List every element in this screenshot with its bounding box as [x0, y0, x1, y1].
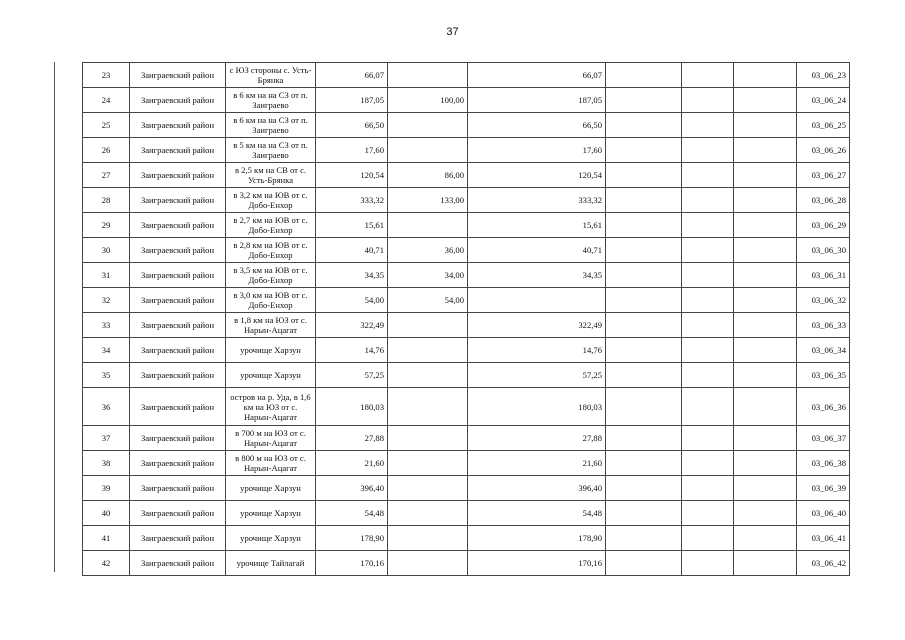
district-cell: Заиграевский район: [130, 313, 226, 338]
empty-cell: [606, 313, 682, 338]
empty-cell: [682, 363, 734, 388]
empty-cell: [682, 88, 734, 113]
empty-cell: [606, 551, 682, 576]
table-row: [83, 388, 850, 426]
location-cell: урочище Харзун: [226, 526, 316, 551]
row-number: 27: [83, 163, 130, 188]
table-row: [83, 238, 850, 263]
empty-cell: [734, 288, 797, 313]
empty-cell: [734, 451, 797, 476]
row-number: 32: [83, 288, 130, 313]
empty-cell: [734, 426, 797, 451]
row-number: 42: [83, 551, 130, 576]
area-cell: 27,88: [316, 426, 388, 451]
area-cell: 322,49: [316, 313, 388, 338]
row-number: 24: [83, 88, 130, 113]
table-row: [83, 288, 850, 313]
table-row: [83, 313, 850, 338]
margin-line: [54, 62, 55, 572]
empty-cell: [682, 188, 734, 213]
area-cell: 54,00: [316, 288, 388, 313]
value3-cell: 322,49: [468, 313, 606, 338]
empty-cell: [734, 113, 797, 138]
district-cell: Заиграевский район: [130, 288, 226, 313]
district-cell: Заиграевский район: [130, 426, 226, 451]
empty-cell: [606, 88, 682, 113]
value3-cell: [468, 288, 606, 313]
row-number: 31: [83, 263, 130, 288]
area-cell: 396,40: [316, 476, 388, 501]
row-number: 37: [83, 426, 130, 451]
value2-cell: [388, 551, 468, 576]
value2-cell: [388, 476, 468, 501]
value2-cell: [388, 113, 468, 138]
table-row: [83, 188, 850, 213]
data-table: [82, 62, 850, 576]
table-row: [83, 63, 850, 88]
location-cell: урочище Харзун: [226, 363, 316, 388]
empty-cell: [734, 338, 797, 363]
empty-cell: [606, 138, 682, 163]
district-cell: Заиграевский район: [130, 501, 226, 526]
value2-cell: 34,00: [388, 263, 468, 288]
code-cell: 03_06_23: [797, 63, 850, 88]
code-cell: 03_06_26: [797, 138, 850, 163]
code-cell: 03_06_36: [797, 388, 850, 426]
value3-cell: 187,05: [468, 88, 606, 113]
empty-cell: [682, 138, 734, 163]
value3-cell: 66,07: [468, 63, 606, 88]
district-cell: Заиграевский район: [130, 163, 226, 188]
district-cell: Заиграевский район: [130, 451, 226, 476]
value2-cell: [388, 426, 468, 451]
area-cell: 333,32: [316, 188, 388, 213]
area-cell: 54,48: [316, 501, 388, 526]
table-body: [83, 63, 850, 576]
table-row: [83, 526, 850, 551]
empty-cell: [606, 113, 682, 138]
location-cell: с ЮЗ стороны с. Усть-Брянка: [226, 63, 316, 88]
value2-cell: 36,00: [388, 238, 468, 263]
empty-cell: [606, 238, 682, 263]
area-cell: 15,61: [316, 213, 388, 238]
empty-cell: [682, 426, 734, 451]
area-cell: 178,90: [316, 526, 388, 551]
value3-cell: 14,76: [468, 338, 606, 363]
empty-cell: [682, 526, 734, 551]
table-row: [83, 338, 850, 363]
value3-cell: 396,40: [468, 476, 606, 501]
value3-cell: 17,60: [468, 138, 606, 163]
location-cell: урочище Тайлагай: [226, 551, 316, 576]
empty-cell: [606, 526, 682, 551]
value2-cell: [388, 213, 468, 238]
table-row: [83, 476, 850, 501]
row-number: 25: [83, 113, 130, 138]
empty-cell: [734, 138, 797, 163]
empty-cell: [606, 288, 682, 313]
empty-cell: [682, 213, 734, 238]
empty-cell: [682, 451, 734, 476]
district-cell: Заиграевский район: [130, 113, 226, 138]
empty-cell: [682, 501, 734, 526]
row-number: 36: [83, 388, 130, 426]
code-cell: 03_06_30: [797, 238, 850, 263]
empty-cell: [734, 476, 797, 501]
value2-cell: [388, 313, 468, 338]
empty-cell: [682, 476, 734, 501]
location-cell: в 5 км на на СЗ от п. Заиграево: [226, 138, 316, 163]
empty-cell: [734, 501, 797, 526]
empty-cell: [682, 313, 734, 338]
code-cell: 03_06_40: [797, 501, 850, 526]
area-cell: 170,16: [316, 551, 388, 576]
code-cell: 03_06_39: [797, 476, 850, 501]
district-cell: Заиграевский район: [130, 188, 226, 213]
area-cell: 187,05: [316, 88, 388, 113]
location-cell: в 6 км на на СЗ от п. Заиграево: [226, 113, 316, 138]
empty-cell: [734, 551, 797, 576]
value3-cell: 66,50: [468, 113, 606, 138]
area-cell: 17,60: [316, 138, 388, 163]
code-cell: 03_06_31: [797, 263, 850, 288]
area-cell: 66,07: [316, 63, 388, 88]
table-row: [83, 451, 850, 476]
empty-cell: [734, 213, 797, 238]
code-cell: 03_06_42: [797, 551, 850, 576]
empty-cell: [606, 388, 682, 426]
district-cell: Заиграевский район: [130, 88, 226, 113]
table-row: [83, 426, 850, 451]
empty-cell: [682, 163, 734, 188]
value3-cell: 333,32: [468, 188, 606, 213]
value2-cell: [388, 138, 468, 163]
empty-cell: [682, 263, 734, 288]
value3-cell: 57,25: [468, 363, 606, 388]
table-row: [83, 88, 850, 113]
empty-cell: [734, 88, 797, 113]
area-cell: 180,03: [316, 388, 388, 426]
area-cell: 34,35: [316, 263, 388, 288]
location-cell: в 3,5 км на ЮВ от с. Добо-Енхор: [226, 263, 316, 288]
value2-cell: 86,00: [388, 163, 468, 188]
code-cell: 03_06_33: [797, 313, 850, 338]
value2-cell: 54,00: [388, 288, 468, 313]
row-number: 40: [83, 501, 130, 526]
value2-cell: [388, 526, 468, 551]
value2-cell: [388, 451, 468, 476]
district-cell: Заиграевский район: [130, 238, 226, 263]
empty-cell: [734, 163, 797, 188]
empty-cell: [606, 188, 682, 213]
value3-cell: 180,03: [468, 388, 606, 426]
code-cell: 03_06_28: [797, 188, 850, 213]
table-row: [83, 363, 850, 388]
empty-cell: [734, 63, 797, 88]
table-row: [83, 138, 850, 163]
value2-cell: [388, 363, 468, 388]
empty-cell: [606, 451, 682, 476]
location-cell: в 3,2 км на ЮВ от с. Добо-Енхор: [226, 188, 316, 213]
code-cell: 03_06_35: [797, 363, 850, 388]
row-number: 35: [83, 363, 130, 388]
district-cell: Заиграевский район: [130, 63, 226, 88]
value2-cell: [388, 338, 468, 363]
row-number: 23: [83, 63, 130, 88]
value2-cell: 100,00: [388, 88, 468, 113]
location-cell: урочище Харзун: [226, 501, 316, 526]
empty-cell: [734, 238, 797, 263]
location-cell: в 6 км на на СЗ от п. Заиграево: [226, 88, 316, 113]
table-row: [83, 551, 850, 576]
location-cell: урочище Харзун: [226, 476, 316, 501]
code-cell: 03_06_38: [797, 451, 850, 476]
location-cell: в 2,5 км на СВ от с. Усть-Брянка: [226, 163, 316, 188]
empty-cell: [734, 388, 797, 426]
empty-cell: [606, 501, 682, 526]
empty-cell: [734, 363, 797, 388]
code-cell: 03_06_25: [797, 113, 850, 138]
empty-cell: [606, 338, 682, 363]
row-number: 38: [83, 451, 130, 476]
district-cell: Заиграевский район: [130, 388, 226, 426]
table-row: [83, 213, 850, 238]
value3-cell: 178,90: [468, 526, 606, 551]
area-cell: 57,25: [316, 363, 388, 388]
location-cell: в 1,8 км на ЮЗ от с. Нарын-Ацагат: [226, 313, 316, 338]
table-row: [83, 501, 850, 526]
district-cell: Заиграевский район: [130, 476, 226, 501]
code-cell: 03_06_41: [797, 526, 850, 551]
empty-cell: [606, 263, 682, 288]
value3-cell: 15,61: [468, 213, 606, 238]
row-number: 39: [83, 476, 130, 501]
value3-cell: 120,54: [468, 163, 606, 188]
value3-cell: 54,48: [468, 501, 606, 526]
location-cell: в 3,0 км на ЮВ от с. Добо-Енхор: [226, 288, 316, 313]
row-number: 33: [83, 313, 130, 338]
code-cell: 03_06_34: [797, 338, 850, 363]
location-cell: в 2,7 км на ЮВ от с. Добо-Енхор: [226, 213, 316, 238]
location-cell: в 800 м на ЮЗ от с. Нарын-Ацагат: [226, 451, 316, 476]
code-cell: 03_06_24: [797, 88, 850, 113]
district-cell: Заиграевский район: [130, 138, 226, 163]
row-number: 29: [83, 213, 130, 238]
empty-cell: [734, 263, 797, 288]
value3-cell: 27,88: [468, 426, 606, 451]
location-cell: в 700 м на ЮЗ от с. Нарын-Ацагат: [226, 426, 316, 451]
code-cell: 03_06_27: [797, 163, 850, 188]
district-cell: Заиграевский район: [130, 263, 226, 288]
table-row: [83, 263, 850, 288]
empty-cell: [682, 338, 734, 363]
row-number: 26: [83, 138, 130, 163]
area-cell: 66,50: [316, 113, 388, 138]
row-number: 34: [83, 338, 130, 363]
code-cell: 03_06_29: [797, 213, 850, 238]
value2-cell: [388, 388, 468, 426]
empty-cell: [606, 363, 682, 388]
area-cell: 21,60: [316, 451, 388, 476]
empty-cell: [734, 313, 797, 338]
row-number: 28: [83, 188, 130, 213]
district-cell: Заиграевский район: [130, 551, 226, 576]
location-cell: урочище Харзун: [226, 338, 316, 363]
value2-cell: 133,00: [388, 188, 468, 213]
empty-cell: [606, 426, 682, 451]
empty-cell: [606, 213, 682, 238]
value3-cell: 40,71: [468, 238, 606, 263]
table-row: [83, 163, 850, 188]
empty-cell: [682, 288, 734, 313]
page-number: 37: [446, 26, 459, 38]
empty-cell: [682, 63, 734, 88]
empty-cell: [734, 188, 797, 213]
area-cell: 120,54: [316, 163, 388, 188]
value2-cell: [388, 63, 468, 88]
row-number: 30: [83, 238, 130, 263]
empty-cell: [606, 163, 682, 188]
value3-cell: 34,35: [468, 263, 606, 288]
code-cell: 03_06_32: [797, 288, 850, 313]
empty-cell: [606, 476, 682, 501]
empty-cell: [606, 63, 682, 88]
empty-cell: [682, 388, 734, 426]
empty-cell: [734, 526, 797, 551]
value3-cell: 21,60: [468, 451, 606, 476]
location-cell: остров на р. Уда, в 1,6 км на ЮЗ от с. Нарын-Ацагат: [226, 388, 316, 426]
empty-cell: [682, 238, 734, 263]
district-cell: Заиграевский район: [130, 338, 226, 363]
empty-cell: [682, 551, 734, 576]
district-cell: Заиграевский район: [130, 526, 226, 551]
row-number: 41: [83, 526, 130, 551]
district-cell: Заиграевский район: [130, 213, 226, 238]
area-cell: 40,71: [316, 238, 388, 263]
value2-cell: [388, 501, 468, 526]
location-cell: в 2,8 км на ЮВ от с. Добо-Енхор: [226, 238, 316, 263]
value3-cell: 170,16: [468, 551, 606, 576]
code-cell: 03_06_37: [797, 426, 850, 451]
district-cell: Заиграевский район: [130, 363, 226, 388]
area-cell: 14,76: [316, 338, 388, 363]
empty-cell: [682, 113, 734, 138]
table-row: [83, 113, 850, 138]
